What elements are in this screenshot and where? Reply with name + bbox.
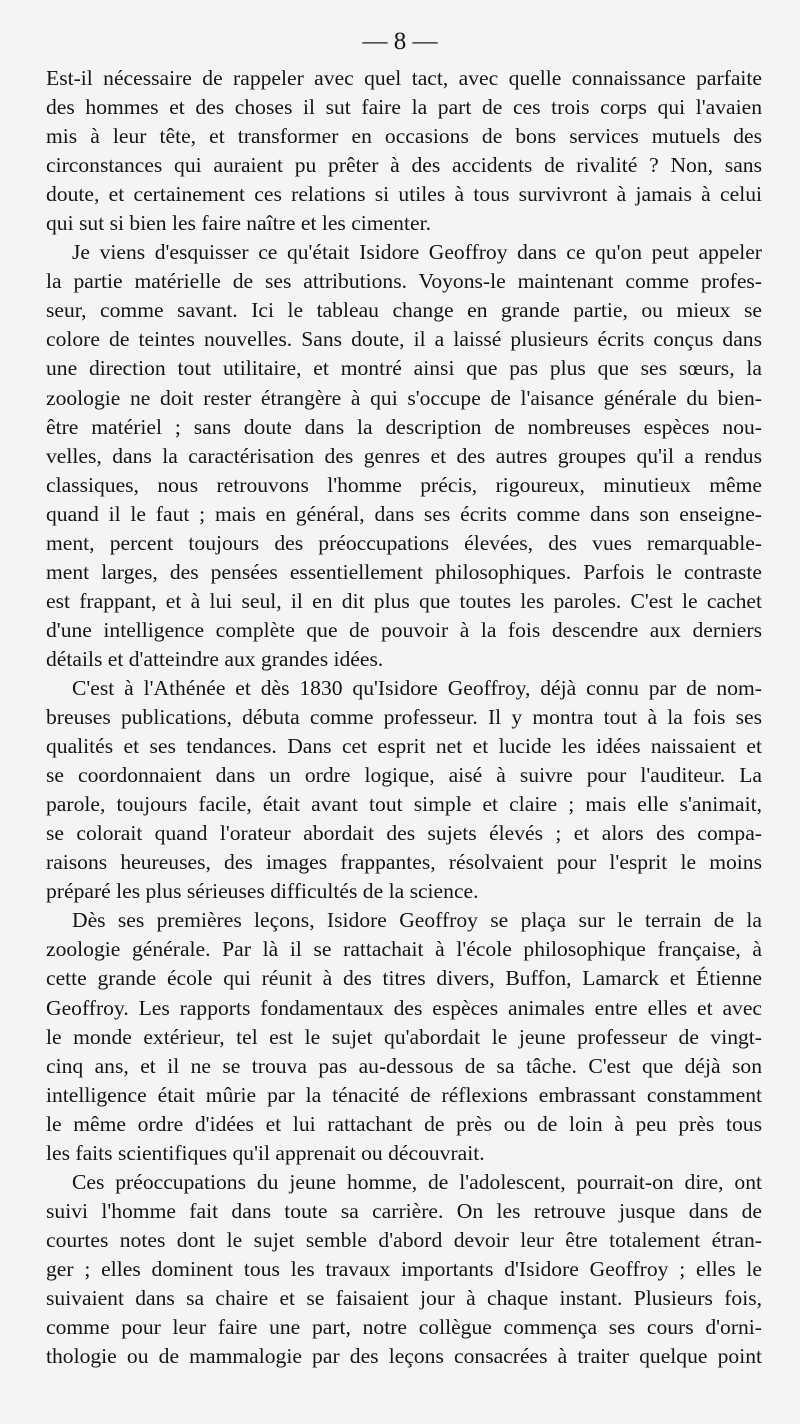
text-line: ger ; elles dominent tous les travaux importants d'Isidore Geoffroy ; elles le [46, 1256, 762, 1281]
text-line: colore de teintes nouvelles. Sans doute, il a laissé plusieurs écrits conçus dans [46, 327, 762, 352]
text-line: cinq ans, et il ne se trouva pas au-dessous de sa tâche. C'est que déjà son [46, 1053, 762, 1078]
text-line: d'une intelligence complète que de pouvoir à la fois descendre aux derniers [46, 617, 762, 642]
text-line: ment larges, des pensées essentiellement philosophiques. Parfois le contraste [46, 559, 762, 584]
text-line: zoologie ne doit rester étrangère à qui s'occupe de l'aisance générale du bien- [46, 385, 762, 410]
text-line: classiques, nous retrouvons l'homme précis, rigoureux, minutieux même [46, 472, 762, 497]
text-line: Dès ses premières leçons, Isidore Geoffroy se plaça sur le terrain de la [72, 908, 762, 933]
text-line: Est-il nécessaire de rappeler avec quel tact, avec quelle connaissance parfaite [46, 66, 762, 90]
text-line: breuses publications, débuta comme professeur. Il y montra tout à la fois ses [46, 705, 762, 730]
text-line: circonstances qui auraient pu prêter à des accidents de rivalité ? Non, sans [46, 153, 762, 178]
text-line: Geoffroy. Les rapports fondamentaux des espèces animales entre elles et avec [46, 995, 762, 1020]
text-line: courtes notes dont le sujet semble d'abord devoir leur être totalement étran- [46, 1227, 762, 1252]
text-line: suivaient dans sa chaire et se faisaient jour à chaque instant. Plusieurs fois, [46, 1285, 762, 1310]
text-line: qualités et ses tendances. Dans cet esprit net et lucide les idées naissaient et [46, 734, 762, 759]
text-line: thologie ou de mammalogie par des leçons consacrées à traiter quelque point [46, 1344, 762, 1369]
text-line: la partie matérielle de ses attributions. Voyons-le maintenant comme profes- [46, 269, 762, 294]
text-line: le monde extérieur, tel est le sujet qu'abordait le jeune professeur de vingt- [46, 1024, 762, 1049]
text-line: préparé les plus sérieuses difficultés de la science. [46, 879, 479, 904]
text-line: se coordonnaient dans un ordre logique, aisé à suivre pour l'auditeur. La [46, 763, 762, 788]
text-line: comme pour leur faire une part, notre collègue commença ses cours d'orni- [46, 1315, 762, 1340]
text-line: être matériel ; sans doute dans la description de nombreuses espèces nou- [46, 414, 762, 439]
text-line: velles, dans la caractérisation des genres et des autres groupes qu'il a rendus [46, 443, 762, 468]
text-line: le même ordre d'idées et lui rattachant de près ou de loin à peu près tous [46, 1111, 762, 1136]
body-text [46, 64, 762, 1371]
text-line: se colorait quand l'orateur abordait des sujets élevés ; et alors des compa- [46, 821, 762, 846]
text-line: des hommes et des choses il sut faire la part de ces trois corps qui l'avaien [46, 95, 762, 120]
text-line: parole, toujours facile, était avant tout simple et claire ; mais elle s'animait, [46, 792, 762, 817]
page-number: — 8 — [362, 28, 438, 55]
text-line: détails et d'atteindre aux grandes idées. [46, 646, 384, 671]
text-line: zoologie générale. Par là il se rattachait à l'école philosophique française, à [46, 937, 762, 962]
text-line: Ces préoccupations du jeune homme, de l'adolescent, pourrait-on dire, ont [72, 1169, 762, 1194]
text-line: une direction tout utilitaire, et montré ainsi que pas plus que ses sœurs, la [46, 356, 762, 381]
text-line: ment, percent toujours des préoccupations élevées, des vues remarquable- [46, 530, 762, 555]
text-line: Je viens d'esquisser ce qu'était Isidore Geoffroy dans ce qu'on peut appeler [72, 240, 762, 265]
text-line: seur, comme savant. Ici le tableau change en grande partie, ou mieux se [46, 298, 762, 323]
text-line: qui sut si bien les faire naître et les cimenter. [46, 211, 431, 236]
text-line: intelligence était mûrie par la ténacité de réflexions embrassant constamment [46, 1082, 762, 1107]
text-line: cette grande école qui réunit à des titres divers, Buffon, Lamarck et Étienne [46, 966, 762, 991]
text-line: raisons heureuses, des images frappantes, résolvaient pour l'esprit le moins [46, 850, 762, 875]
text-line: mis à leur tête, et transformer en occasions de bons services mutuels des [46, 124, 762, 149]
text-line: les faits scientifiques qu'il apprenait ou découvrait. [46, 1140, 485, 1165]
text-line: est frappant, et à lui seul, il en dit plus que toutes les paroles. C'est le cachet [46, 588, 762, 613]
text-line: quand il le faut ; mais en général, dans ses écrits comme dans son enseigne- [46, 501, 762, 526]
text-line: suivi l'homme fait dans toute sa carrière. On les retrouve jusque dans de [46, 1198, 762, 1223]
text-line: doute, et certainement ces relations si utiles à tous survivront à jamais à celui [46, 182, 762, 207]
text-line: C'est à l'Athénée et dès 1830 qu'Isidore Geoffroy, déjà connu par de nom- [72, 675, 762, 700]
